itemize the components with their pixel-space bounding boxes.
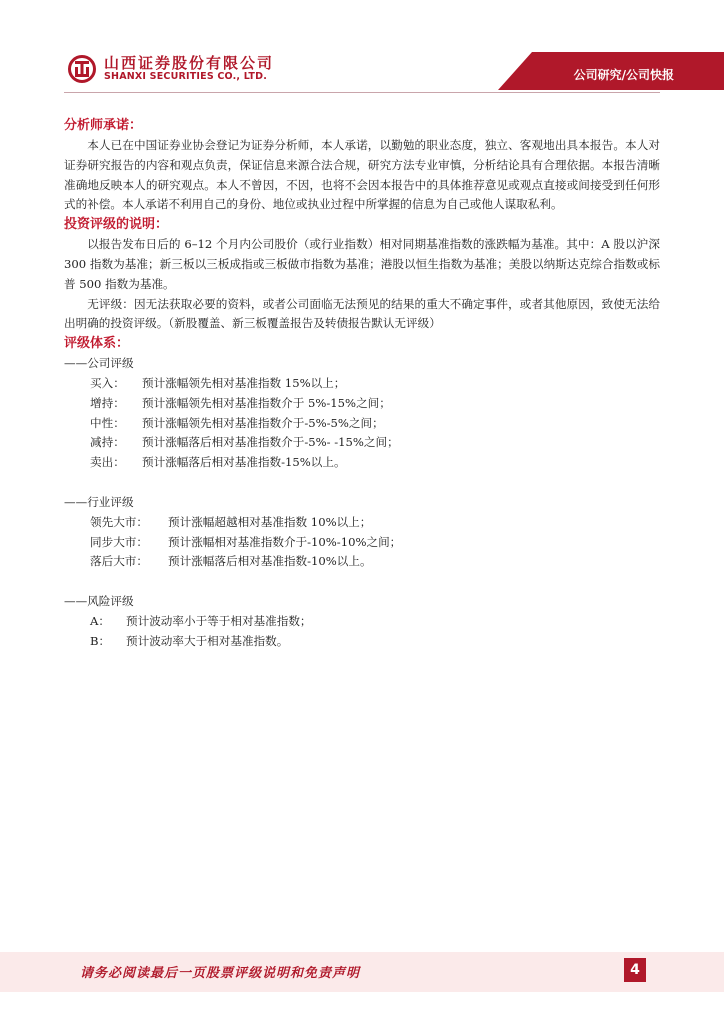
industry-rating-row bbox=[64, 513, 660, 533]
analyst-commitment-heading: 分析师承诺： bbox=[64, 118, 143, 133]
rating-description-para1: 以报告发布日后的 6–12 个月内公司股价（或行业指数）相对同期基准指数的涨跌幅为基准。其中：A 股以沪深 300 指数为基准；新三板以三板成指或三板做市指数为基准；港股以恒生指数为基准；美股以纳斯达克综合指数或标普 500 指数为基准。 bbox=[64, 237, 660, 291]
rating-label: 增持： bbox=[90, 395, 125, 410]
section-label: 公司研究/公司快报 bbox=[573, 68, 674, 82]
page-header bbox=[0, 0, 724, 100]
industry-rating-row bbox=[64, 533, 660, 553]
rating-label: A： bbox=[90, 613, 110, 628]
rating-description-para2: 无评级：因无法获取必要的资料，或者公司面临无法预见的结果的重大不确定事件，或者其他原因，致使无法给出明确的投资评级。（新股覆盖、新三板覆盖报告及转债报告默认无评级） bbox=[64, 296, 660, 331]
spacer bbox=[64, 572, 660, 592]
shanxi-securities-logo-icon bbox=[68, 55, 96, 83]
risk-rating-row bbox=[64, 612, 660, 632]
rating-label: 同步大市： bbox=[90, 534, 148, 549]
rating-label: 减持： bbox=[90, 435, 125, 450]
company-rating-row bbox=[64, 394, 660, 414]
rating-system-heading: 评级体系： bbox=[64, 336, 130, 352]
company-rating-row bbox=[64, 414, 660, 434]
page-number: 4 bbox=[624, 958, 646, 982]
company-name-en: SHANXI SECURITIES CO., LTD. bbox=[104, 71, 268, 82]
spacer bbox=[64, 473, 660, 493]
rating-label: B： bbox=[90, 633, 111, 648]
rating-label: 领先大市： bbox=[90, 514, 148, 529]
rating-desc: 预计涨幅相对基准指数介于-10%-10%之间； bbox=[168, 534, 402, 549]
rating-desc: 预计涨幅超越相对基准指数 10%以上； bbox=[168, 514, 372, 529]
document-body bbox=[64, 116, 660, 652]
rating-desc: 预计涨幅领先相对基准指数 15%以上； bbox=[142, 375, 346, 390]
rating-label: 落后大市： bbox=[90, 554, 148, 569]
rating-desc: 预计涨幅领先相对基准指数介于 5%-15%之间； bbox=[142, 395, 391, 410]
disclaimer-notice: 请务必阅读最后一页股票评级说明和免责声明 bbox=[80, 966, 361, 981]
rating-description-heading: 投资评级的说明： bbox=[64, 217, 169, 233]
rating-label: 买入： bbox=[90, 375, 125, 390]
company-rating-row bbox=[64, 374, 660, 394]
rating-label: 中性： bbox=[90, 415, 125, 430]
company-rating-row bbox=[64, 433, 660, 453]
rating-label: 卖出： bbox=[90, 455, 125, 470]
risk-rating-title: ——风险评级 bbox=[64, 594, 134, 609]
industry-rating-row bbox=[64, 552, 660, 572]
company-rating-title: ——公司评级 bbox=[64, 356, 134, 371]
company-rating-row bbox=[64, 453, 660, 473]
rating-desc: 预计波动率小于等于相对基准指数； bbox=[126, 613, 312, 628]
company-name-cn: 山西证券股份有限公司 bbox=[104, 54, 275, 72]
industry-rating-title: ——行业评级 bbox=[64, 494, 134, 509]
rating-desc: 预计涨幅落后相对基准指数-10%以上。 bbox=[168, 554, 372, 569]
analyst-commitment-text: 本人已在中国证券业协会登记为证券分析师，本人承诺，以勤勉的职业态度，独立、客观地出具本报告。本人对证券研究报告的内容和观点负责，保证信息来源合法合规，研究方法专业审慎，分析结论具有合理依据。本报告清晰准确地反映本人的研究观点。本人不曾因，不因，也将不会因本报告中的具体推荐意见或观点直接或间接受到任何形式的补偿。本人承诺不利用自己的身份、地位或执业过程中所掌握的信息为自己或他人谋取私利。 bbox=[64, 138, 660, 212]
rating-desc: 预计波动率大于相对基准指数。 bbox=[126, 633, 289, 648]
rating-desc: 预计涨幅落后相对基准指数-15%以上。 bbox=[142, 455, 346, 470]
header-divider bbox=[64, 92, 660, 93]
rating-desc: 预计涨幅落后相对基准指数介于-5%- -15%之间； bbox=[142, 435, 399, 450]
risk-rating-row bbox=[64, 632, 660, 652]
rating-desc: 预计涨幅领先相对基准指数介于-5%-5%之间； bbox=[142, 415, 384, 430]
